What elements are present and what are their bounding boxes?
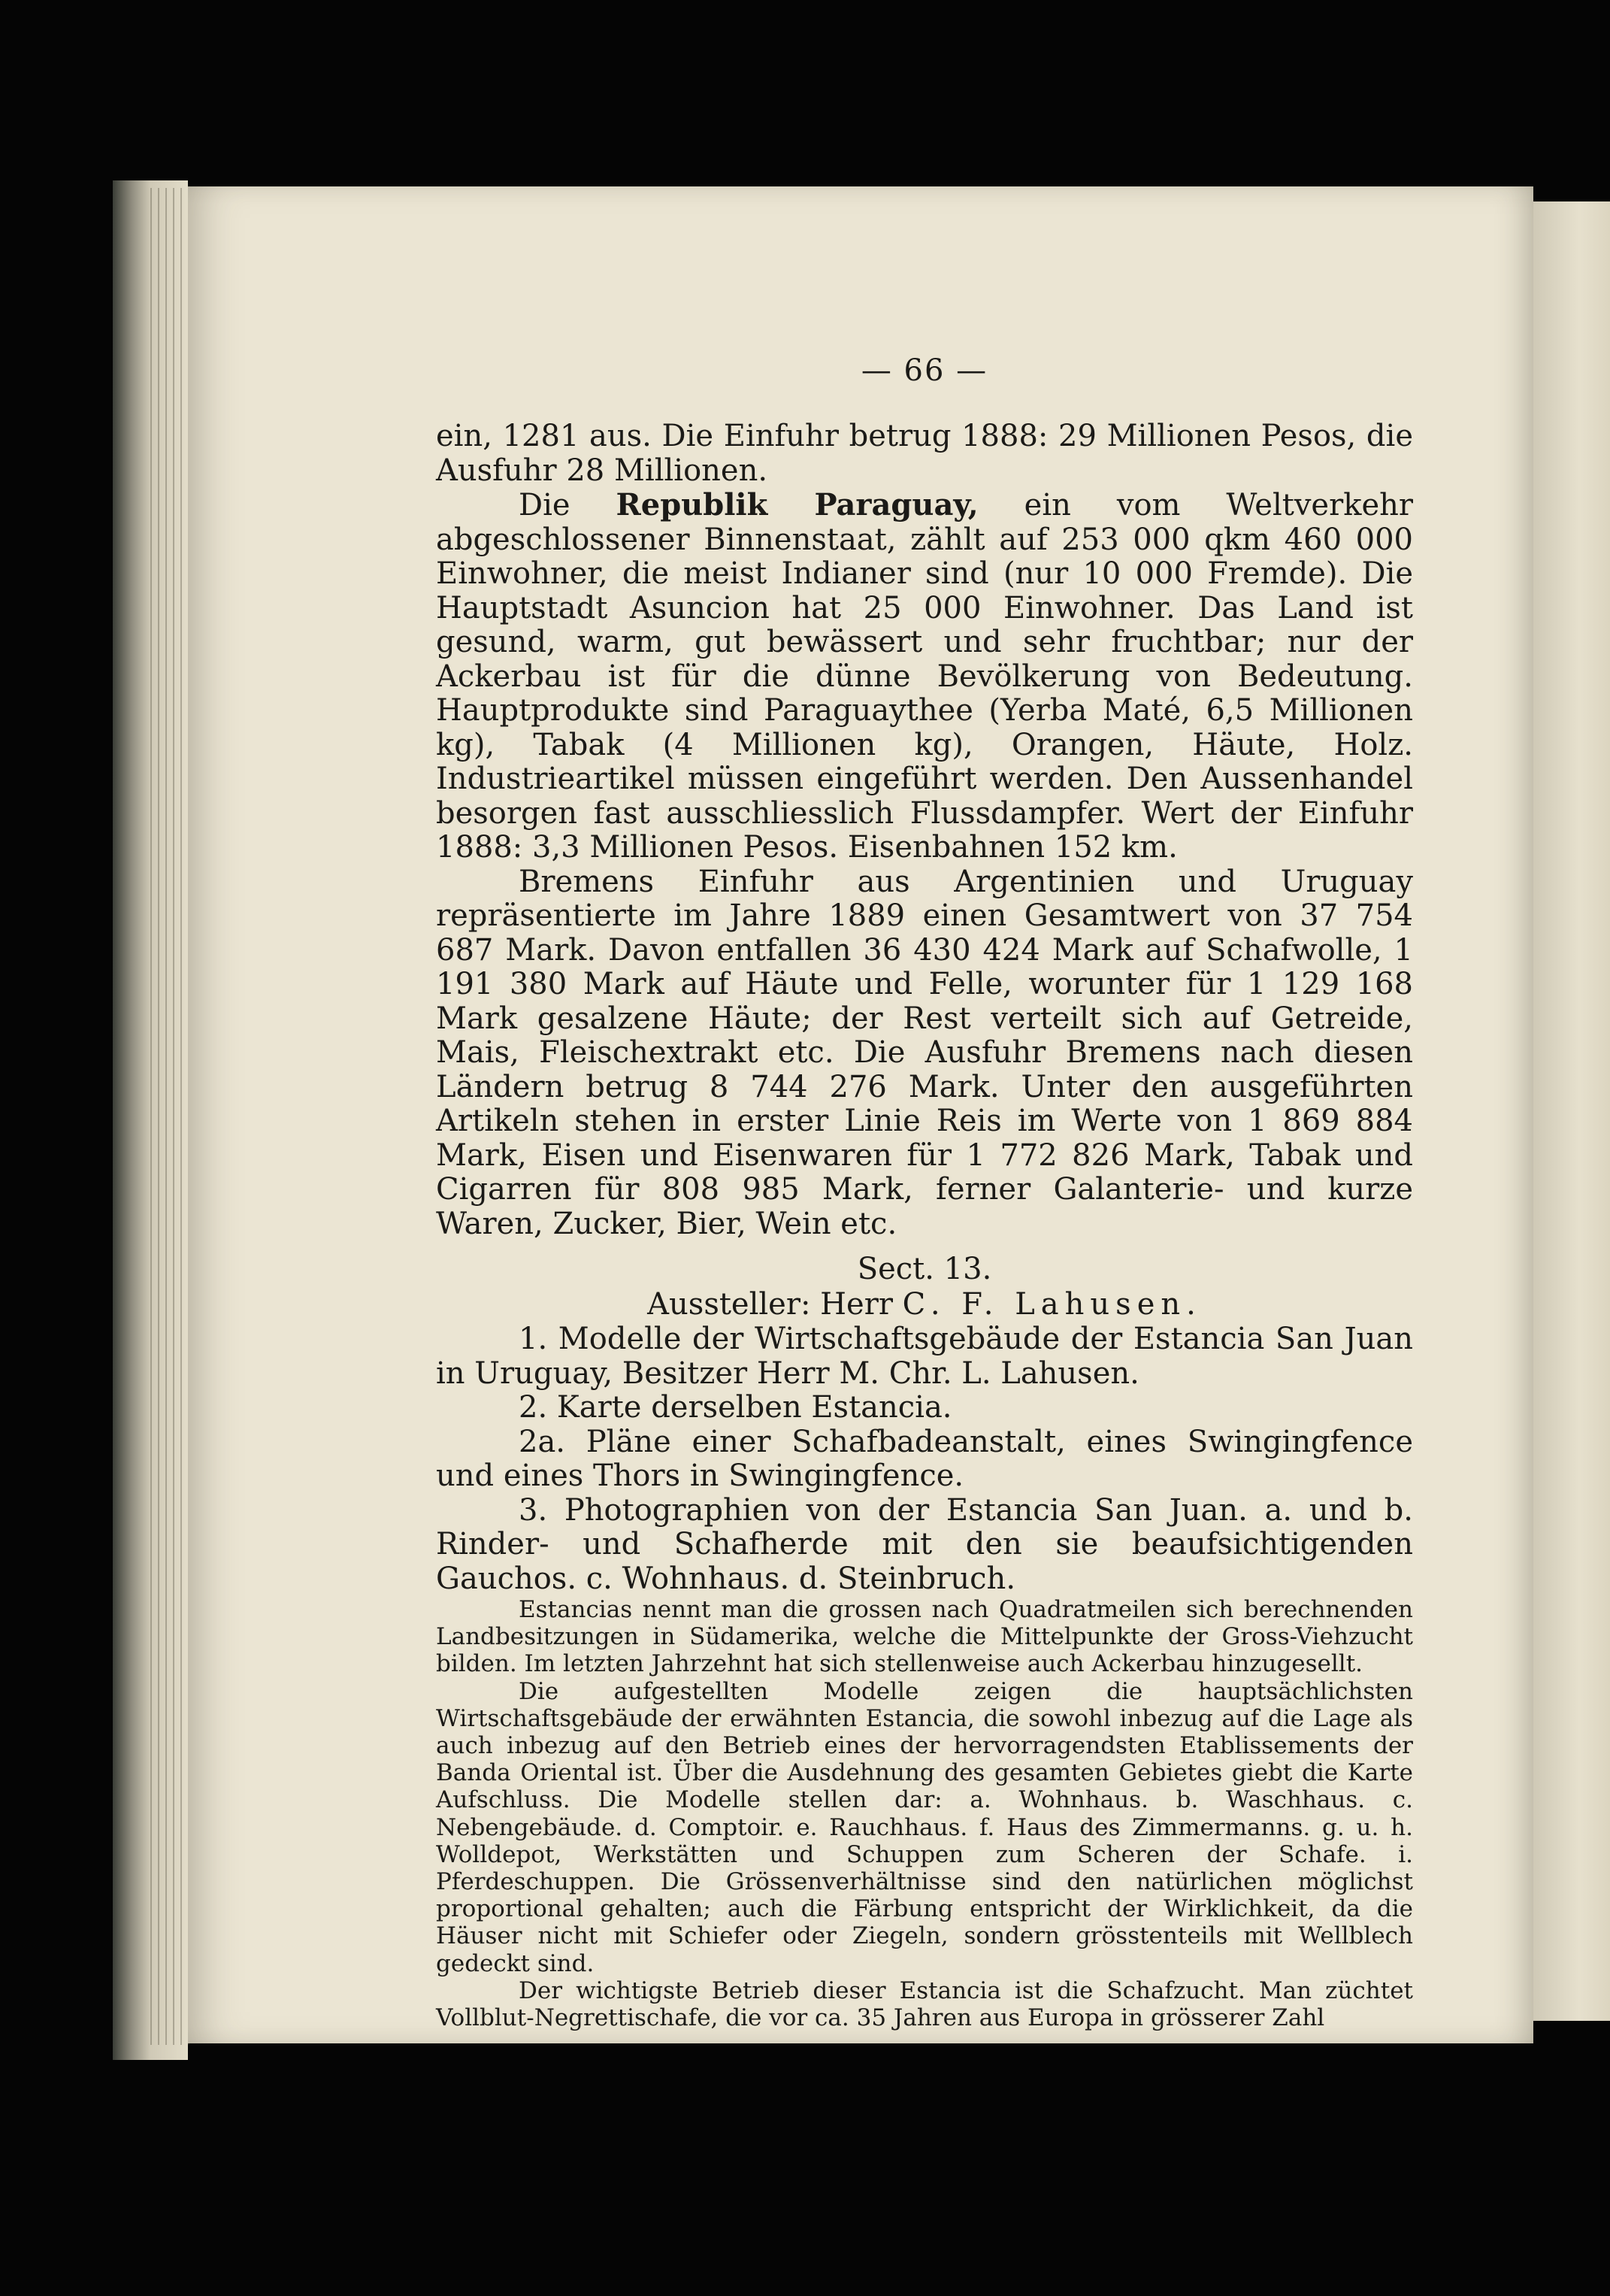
paragraph-argentina-uruguay-trade: ein, 1281 aus. Die Einfuhr betrug 1888: 29 Millionen Pesos, die Ausfuhr 28 Millionen. xyxy=(436,419,1413,488)
list-item-1: 1. Modelle der Wirtschaftsgebäude der Estancia San Juan in Uruguay, Besitzer Herr M. Chr. L. Lahusen. xyxy=(436,1322,1413,1391)
list-item-2a: 2a. Pläne einer Schafbadeanstalt, eines Swingingfence und eines Thors in Swingingfence. xyxy=(436,1424,1413,1493)
paraguay-heading: Republik Paraguay, xyxy=(616,487,979,523)
page-text xyxy=(436,352,1413,2031)
adjacent-page-edge xyxy=(1533,201,1610,2021)
section-title: Sect. 13. xyxy=(857,1252,992,1286)
exhibitor-name: C. F. Lahusen. xyxy=(902,1287,1202,1322)
note-estancias: Estancias nennt man die grossen nach Quadratmeilen sich berechnenden Landbesitzungen in Südamerika, welche die Mittelpunkte der Gross-Viehzucht bilden. Im letzten Jahrzehnt hat sich stellenweise auch Ackerbau hinzugesellt. xyxy=(436,1596,1413,1678)
page-number: — 66 — xyxy=(861,353,988,388)
list-item-3: 3. Photographien von der Estancia San Juan. a. und b. Rinder- und Schafherde mit den sie beaufsichtigenden Gauchos. c. Wohnhaus. d. Steinbruch. xyxy=(436,1492,1413,1596)
paraguay-body: ein vom Weltverkehr abgeschlossener Binnenstaat, zählt auf 253 000 qkm 460 000 Einwohner, die meist Indianer sind (nur 10 000 Fremde). Die Hauptstadt Asuncion hat 25 000 Einwohner. Das Land ist gesund, warm, gut bewässert und sehr fruchtbar; nur der Ackerbau ist für die dünne Bevölkerung von Bedeutung. Hauptprodukte sind Paraguaythee (Yerba Maté, 6,5 Millionen kg), Tabak (4 Millionen kg), Orangen, Häute, Holz. Industrieartikel müssen eingeführt werden. Den Aussenhandel besorgen fast ausschliesslich Flussdampfer. Wert der Einfuhr 1888: 3,3 Millionen Pesos. Eisenbahnen 152 km. xyxy=(436,488,1414,865)
note-models: Die aufgestellten Modelle zeigen die hauptsächlichsten Wirtschaftsgebäude der erwähnten Estancia, die sowohl inbezug auf die Lage als auch inbezug auf den Betrieb eines der hervorragendsten Etablissements der Banda Oriental ist. Über die Ausdehnung des gesamten Gebietes giebt die Karte Aufschluss. Die Modelle stellen dar: a. Wohnhaus. b. Waschhaus. c. Nebengebäude. d. Comptoir. e. Rauchhaus. f. Haus des Zimmermanns. g. u. h. Wolldepot, Werkstätten und Schuppen zum Scheren der Schafe. i. Pferdeschuppen. Die Grössenverhältnisse sind den natürlichen möglichst proportional gehalten; auch die Färbung entspricht der Wirklichkeit, da die Häuser nicht mit Schiefer oder Ziegeln, sondern grösstenteils mit Wellblech gedeckt sind. xyxy=(436,1677,1413,1977)
exhibitor-label: Aussteller: Herr xyxy=(647,1287,903,1322)
exhibitor-line xyxy=(436,1287,1413,1322)
note-sheep-breeding: Der wichtigste Betrieb dieser Estancia ist die Schafzucht. Man züchtet Vollblut-Negrettischafe, die vor ca. 35 Jahren aus Europa in grösserer Zahl xyxy=(436,1976,1413,2032)
paraguay-intro: Die xyxy=(519,488,616,523)
list-item-2: 2. Karte derselben Estancia. xyxy=(519,1390,952,1425)
paragraph-paraguay xyxy=(436,488,1413,865)
paragraph-bremen-trade: Bremens Einfuhr aus Argentinien und Uruguay repräsentierte im Jahre 1889 einen Gesamtwert von 37 754 687 Mark. Davon entfallen 36 430 424 Mark auf Schafwolle, 1 191 380 Mark auf Häute und Felle, worunter für 1 129 168 Mark gesalzene Häute; der Rest verteilt sich auf Getreide, Mais, Fleischextrakt etc. Die Ausfuhr Bremens nach diesen Ländern betrug 8 744 276 Mark. Unter den ausgeführten Artikeln stehen in erster Linie Reis im Werte von 1 869 884 Mark, Eisen und Eisenwaren für 1 772 826 Mark, Tabak und Cigarren für 808 985 Mark, ferner Galanterie- und kurze Waren, Zucker, Bier, Wein etc. xyxy=(436,864,1413,1241)
